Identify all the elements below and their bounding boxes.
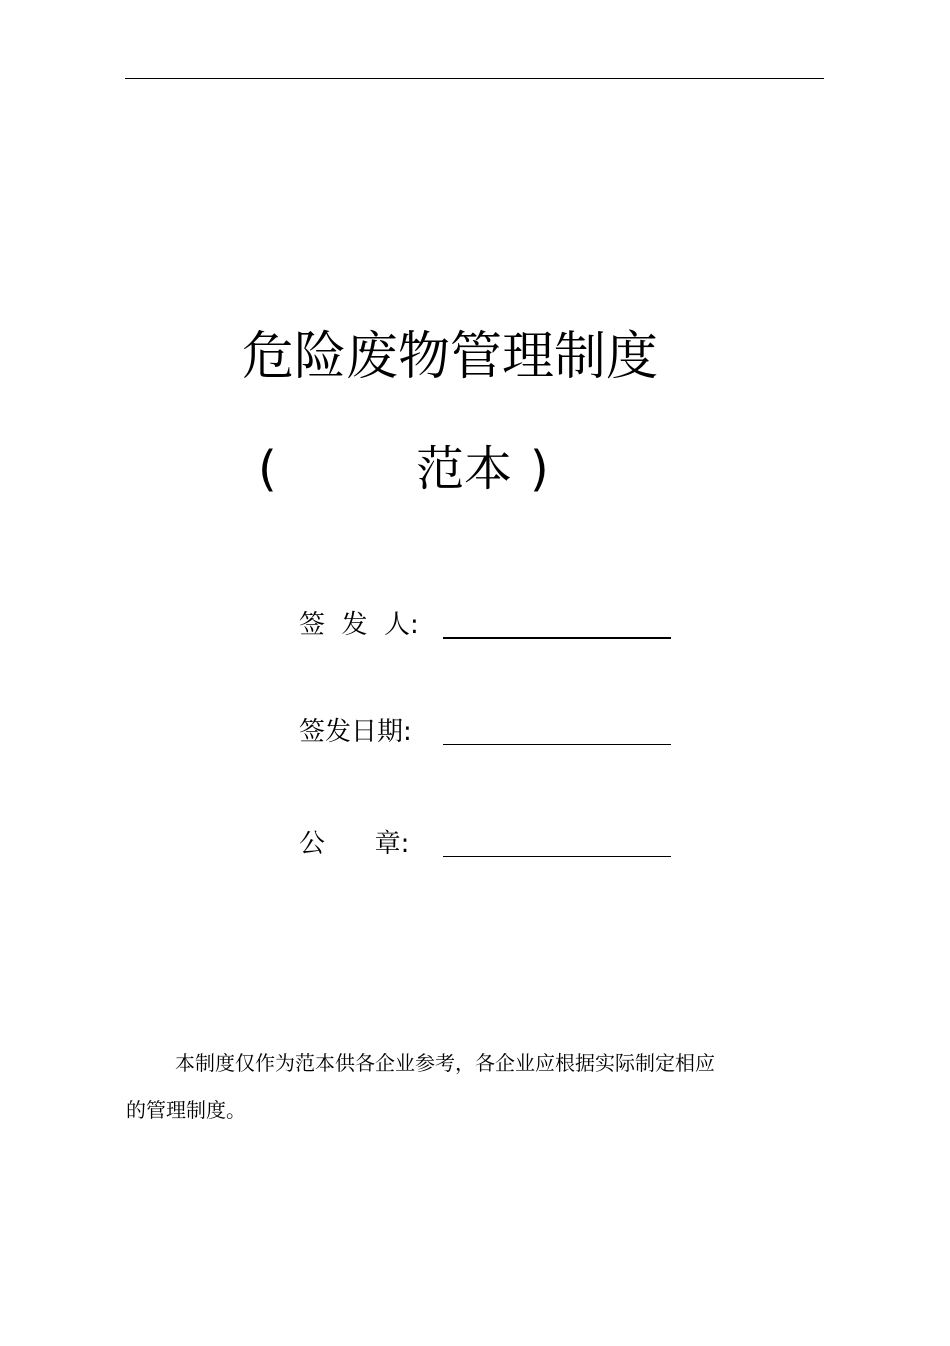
subtitle-close-paren: ) xyxy=(530,441,549,497)
seal-label: 公 章: xyxy=(299,829,410,859)
signer-label: 签 发 人: xyxy=(299,610,419,640)
signer-field[interactable] xyxy=(443,637,671,639)
note-line-2: 的管理制度。 xyxy=(126,1098,246,1122)
subtitle-open-paren: ( xyxy=(258,441,277,497)
sign-date-label: 签发日期: xyxy=(299,717,412,747)
header-rule xyxy=(125,78,824,79)
document-subtitle: 范本 xyxy=(416,441,513,497)
sign-date-field[interactable] xyxy=(443,744,671,745)
seal-field[interactable] xyxy=(443,856,671,857)
document-title: 危险废物管理制度 xyxy=(242,327,659,387)
note-line-1: 本制度仅作为范本供各企业参考，各企业应根据实际制定相应 xyxy=(175,1051,715,1075)
